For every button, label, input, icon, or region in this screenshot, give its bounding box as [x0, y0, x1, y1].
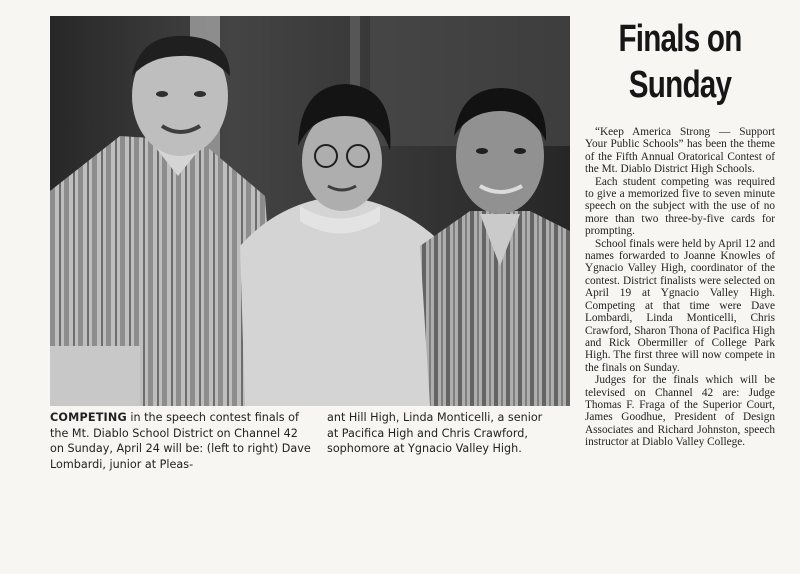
- photo-three-students: [50, 16, 570, 406]
- headline: Finals on Sunday: [618, 18, 742, 106]
- caption-column-2: ant Hill High, Linda Monticelli, a senior at Pacifica High and Chris Crawford, sophomore at Ygnacio Valley High.: [327, 411, 543, 455]
- article: [580, 16, 780, 574]
- article-paragraph: “Keep America Strong — Support Your Public Schools” has been the theme of the Fifth Annual Oratorical Contest of the Mt. Diablo District High Schools.: [585, 126, 775, 176]
- caption-column-1: [50, 410, 312, 472]
- article-paragraph: Each student competing was required to give a memorized five to seven minute speech on the subject with the use of no more than two three-by-five cards for prompting.: [585, 175, 775, 238]
- caption-lead: COMPETING: [50, 411, 127, 424]
- news-photo: [50, 16, 570, 406]
- article-paragraph: School finals were held by April 12 and names forwarded to Joanne Knowles of Ygnacio Valley High, coordinator of the contest. District finalists were selected on April 19 at Ygnacio Valley High. Competing at that time were Dave Lombardi, Linda Monticelli, Chris Crawford, Sharon Thona of Pacifica High and Rick Obermiller of College Park High. The first three will now compete in the finals on Sunday.: [585, 237, 775, 374]
- article-paragraph: Judges for the finals which will be televised on Channel 42 are: Judge Thomas F. Fraga of the Superior Court, James Goodhue, President of Design Associates and Richard Johnston, speech instructor at Diablo Valley College.: [585, 374, 775, 449]
- caption-text-1: in the speech contest finals of the Mt. Diablo School District on Channel 42 on Sunday, April 24 will be: (left to right) Dave Lombardi, junior at Pleas-: [50, 411, 311, 471]
- article-body: [585, 126, 775, 449]
- photo-caption: [50, 410, 570, 490]
